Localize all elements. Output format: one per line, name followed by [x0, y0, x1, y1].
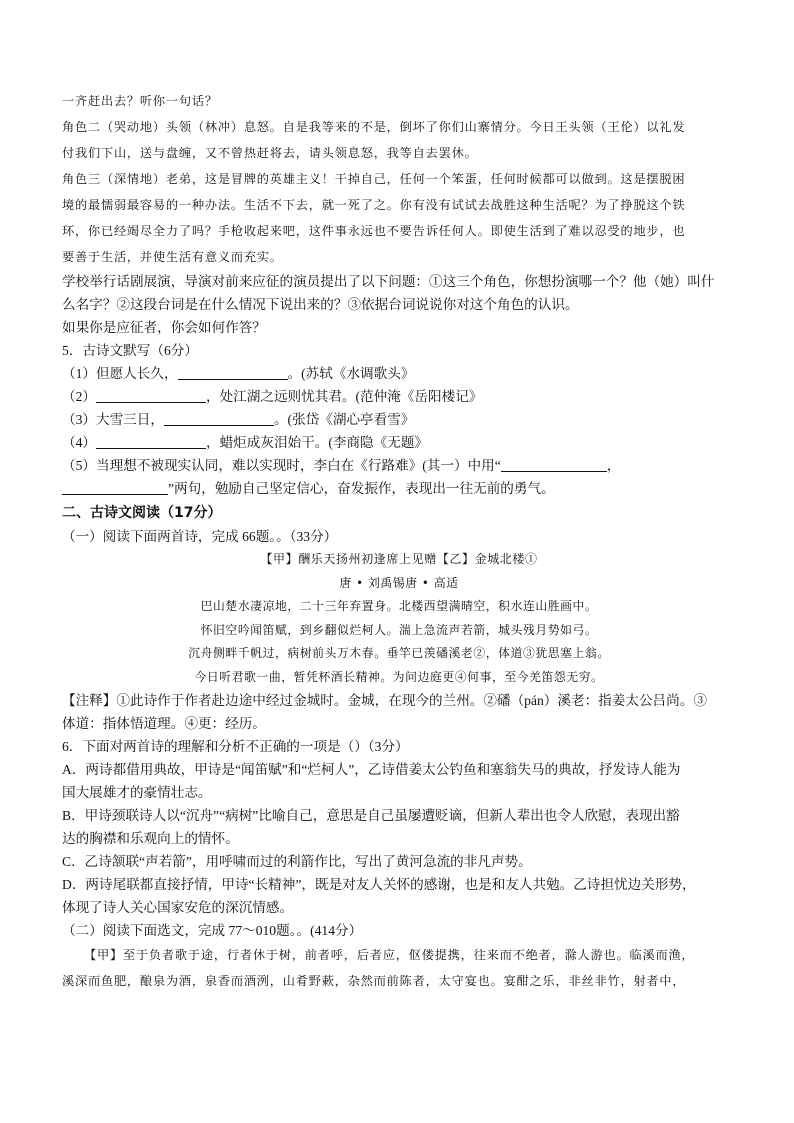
answer-blank[interactable]	[96, 434, 206, 449]
question-6	[62, 735, 736, 919]
fill-item-2	[62, 385, 736, 408]
passage-line: 【甲】至于负者歌于途，行者休于树，前者呼，后者应，伛偻提携，往来而不绝者，滁人游也。临溪而渔，	[84, 948, 695, 962]
fill-text: （2）	[62, 389, 96, 404]
fill-item-5	[62, 454, 736, 477]
note-line: 【注释】①此诗作于作者赴边途中经过金城时。金城，在现今的兰州。②磻（pán）溪老：指姜太公吕尚。③	[62, 693, 707, 708]
dialogue-line: 付我们下山，送与盘缠，又不曾热赶将去，请头领息怒，我等自去罢休。	[62, 146, 478, 160]
option-line: C．乙诗颔联“声若箭”，用呼啸而过的利箭作比，写出了黄河急流的非凡声势。	[62, 854, 532, 869]
poem-line: 怀旧空吟闻笛赋，到乡翻似烂柯人。湍上急流声若箭，城头残月势如弓。	[200, 622, 598, 637]
question-4-prompt	[62, 270, 736, 339]
fill-text: ，	[606, 458, 621, 473]
prompt-line: 学校举行话剧展演，导演对前来应征的演员提出了以下问题：①这三个角色，你想扮演哪一个？他（她）叫什	[62, 274, 715, 289]
subsection-title: （一）阅读下面两首诗，完成 66题。。（33分）	[62, 529, 338, 544]
question-title: 6．下面对两首诗的理解和分析不正确的一项是（）（3分）	[62, 739, 409, 754]
option-line: 国大展雄才的豪情壮志。	[62, 785, 212, 800]
fill-text: ”两句，勉励自己坚定信心，奋发振作，表现出一往无前的勇气。	[168, 481, 555, 496]
dialogue-line: 境的最懦弱最容易的一种办法。生活不下去，就一死了之。你有没有试试去战胜这种生活呢？为了挣脱这个铁	[62, 198, 686, 212]
role-dialogue-block	[62, 88, 736, 270]
fill-item-4	[62, 431, 736, 454]
prompt-line: 如果你是应征者，你会如何作答？	[62, 320, 266, 335]
answer-blank[interactable]	[62, 480, 168, 495]
question-5	[62, 339, 736, 500]
option-line: B．甲诗颈联诗人以“沉舟”“病树”比喻自己，意思是自己虽屡遭贬谪，但新人辈出也令人欣慰，表现出豁	[62, 808, 680, 823]
fill-text: ，处江湖之远则忧其君。(范仲淹《岳阳楼记》	[205, 389, 483, 404]
fill-text: （1）但愿人长久，	[62, 366, 178, 381]
option-line: D．两诗尾联都直接抒情，甲诗“长精神”，既是对友人关怀的感谢，也是和友人共勉。乙诗担忧边关形势，	[62, 877, 696, 892]
dialogue-line: 角色二（哭动地）头领（林冲）息怒。自是我等来的不是，倒坏了你们山寨情分。今日王头领（王伦）以礼发	[62, 120, 686, 134]
note-line: 体道：指体悟道理。④更：经历。	[62, 716, 266, 731]
fill-text: 。(张岱《湖心亭看雪》	[273, 412, 415, 427]
fill-text: 。(苏轼《水调歌头》	[287, 366, 415, 381]
prompt-line: 么名字？②这段台词是在什么情况下说出来的？③依据台词说说你对这个角色的认识。	[62, 297, 579, 312]
poem-line: 今日听君歌一曲，暂凭杯酒长精神。为问边庭更④何事，至今羌笛怨无穷。	[194, 669, 604, 684]
passage-block	[62, 942, 736, 994]
answer-blank[interactable]	[501, 457, 607, 472]
fill-text: （4）	[62, 435, 96, 450]
poem-line: 沉舟侧畔千帆过，病树前头万木春。垂竿已羡磻溪老②，体道③犹思塞上翁。	[188, 646, 610, 660]
fill-text: （5）当理想不被现实认同，难以实现时，李白在《行路难》(其一）中用“	[62, 458, 501, 473]
fill-text: ，蜡炬成灰泪始干。(李商隐《无题》	[205, 435, 429, 450]
dialogue-line: 要善于生活，并使生活有意义而充实。	[62, 250, 283, 264]
option-line: A．两诗都借用典故，甲诗是“闻笛赋”和“烂柯人”，乙诗借姜太公钓鱼和塞翁失马的典故，抒发诗人能为	[62, 762, 681, 777]
option-line: 达的胸襟和乐观向上的情怀。	[62, 831, 239, 846]
poem-authors: 唐 • 刘禹锡唐 • 高适	[339, 575, 459, 590]
answer-blank[interactable]	[96, 388, 206, 403]
dialogue-line: 角色三（深情地）老弟，这是冒牌的英雄主义！干掉自己，任何一个笨蛋，任何时候都可以做到。这是摆脱困	[62, 172, 686, 186]
fill-item-1	[62, 362, 736, 385]
dialogue-line: 一齐赶出去？听你一句话？	[62, 94, 218, 108]
poem-block	[62, 548, 736, 689]
passage-line: 溪深而鱼肥，酿泉为酒，泉香而酒洌，山肴野蔌，杂然而前陈者，太守宴也。宴酣之乐，非丝非竹，射者中，	[62, 974, 686, 988]
section-heading: 二、古诗文阅读（17分）	[62, 505, 222, 521]
fill-item-5-cont	[62, 477, 736, 500]
poem-title: 【甲】酬乐天扬州初逢席上见赠【乙】金城北楼①	[260, 552, 538, 566]
dialogue-line: 环，你已经竭尽全力了吗？手枪收起来吧，这件事永远也不要告诉任何人。即使生活到了难以忍受的地步，也	[62, 224, 686, 238]
subsection-title: （二）阅读下面选文，完成 77～010题。。(414分）	[62, 923, 363, 938]
option-line: 体现了诗人关心国家安危的深沉情感。	[62, 900, 294, 915]
document-page	[62, 88, 736, 994]
question-title: 5．古诗文默写（6分）	[62, 343, 198, 358]
poem-line: 巴山楚水凄凉地，二十三年弃置身。北楼西望满晴空，积水连山胜画中。	[200, 599, 598, 613]
fill-item-3	[62, 408, 736, 431]
answer-blank[interactable]	[178, 365, 288, 380]
fill-text: （3）大雪三日，	[62, 412, 164, 427]
annotation-note	[62, 689, 736, 735]
answer-blank[interactable]	[164, 411, 274, 426]
